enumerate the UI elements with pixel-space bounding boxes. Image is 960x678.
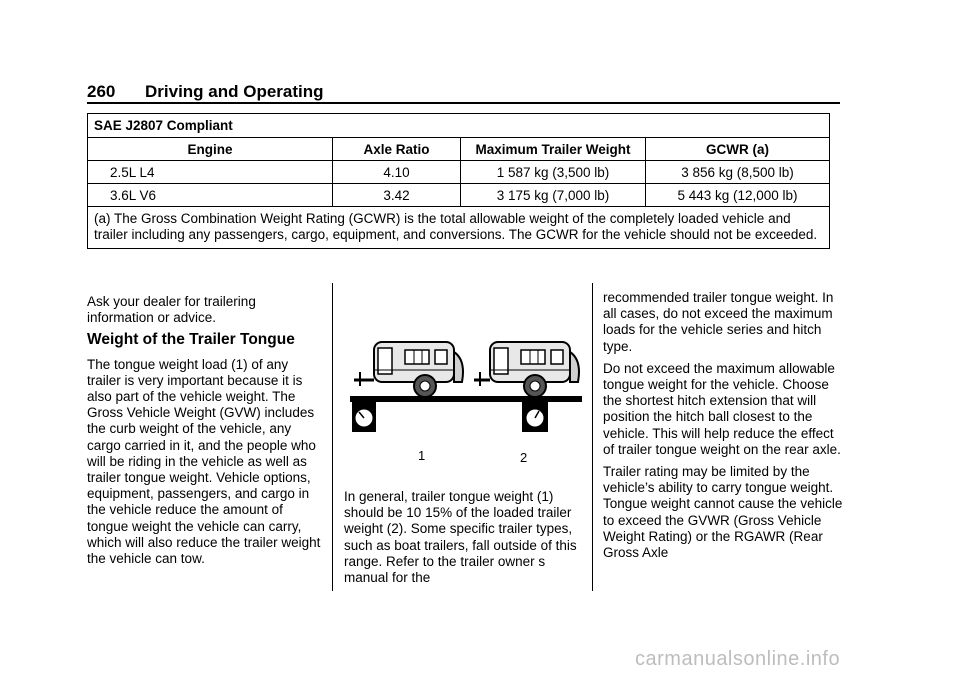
column-divider-left [332,283,333,591]
cell-engine: 3.6L V6 [88,184,333,207]
trailer-tongue-weight-figure [340,330,585,470]
cell-max-trailer-weight: 3 175 kg (7,000 lb) [461,184,646,207]
figure-label-1: 1 [418,448,426,463]
table-row [88,161,830,184]
cell-axle-ratio: 4.10 [333,161,461,184]
column-left [87,294,322,573]
trailer-illustration [340,330,585,470]
intro-paragraph: Ask your dealer for trailering information or advice. [87,294,256,326]
table-row [88,184,830,207]
cell-axle-ratio: 3.42 [333,184,461,207]
trailer-1-drawing [350,342,470,432]
watermark: carmanualsonline.info [635,648,841,670]
max-tongue-weight-paragraph: Do not exceed the maximum allowable tongue weight for the vehicle. Choose the shortest hitch extension that will position the hitch ball closest to the vehicle. This will help reduce the effect of trailer tongue weight on the rear axle. [603,360,841,457]
cell-engine: 2.5L L4 [88,161,333,184]
tongue-weight-range-paragraph: In general, trailer tongue weight (1) should be 10 15% of the loaded trailer weight (2). Some specific trailer types, such as boat trailers, fall outside of this range. Refer to the trailer owner s manual for the [344,489,577,586]
tongue-weight-paragraph: The tongue weight load (1) of any trailer is very important because it is also part of the vehicle weight. The Gross Vehicle Weight (GVW) includes the curb weight of the vehicle, any cargo carried in it, and the people who will be riding in the vehicle as well as trailer tongue weight. Vehicle options, equipment, passengers, and cargo in the vehicle reduce the amount of tongue weight the vehicle can carry, which will also reduce the trailer weight the vehicle can tow. [87,356,321,567]
page-header [87,82,840,104]
column-header-max-trailer-weight: Maximum Trailer Weight [461,138,646,161]
table-caption: SAE J2807 Compliant [88,114,830,138]
column-divider-right [592,283,593,591]
section-heading: Weight of the Trailer Tongue [87,331,295,349]
page-number: 260 [87,82,116,101]
table-footnote: (a) The Gross Combination Weight Rating (GCWR) is the total allowable weight of the completely loaded vehicle and trailer including any passengers, cargo, equipment, and conversions. The GCWR for the vehicle should not be exceeded. [88,207,830,249]
trailer-2-drawing [468,342,582,432]
column-header-axle-ratio: Axle Ratio [333,138,461,161]
column-header-engine: Engine [88,138,333,161]
recommended-weight-paragraph: recommended trailer tongue weight. In all cases, do not exceed the maximum loads for the vehicle series and hitch type. [603,290,834,354]
page-title: Driving and Operating [145,82,324,101]
trailer-spec-table [87,113,830,249]
cell-gcwr: 3 856 kg (8,500 lb) [646,161,830,184]
column-header-gcwr: GCWR (a) [646,138,830,161]
trailer-rating-paragraph: Trailer rating may be limited by the vehicle’s ability to carry tongue weight. Tongue weight cannot cause the vehicle to exceed the GVWR (Gross Vehicle Weight Rating) or the RGAWR (Rear Gross Axle [603,464,843,561]
figure-label-2: 2 [520,450,528,465]
table-header-row [88,138,830,161]
cell-max-trailer-weight: 1 587 kg (3,500 lb) [461,161,646,184]
column-middle [344,489,580,592]
column-right [603,290,843,567]
cell-gcwr: 5 443 kg (12,000 lb) [646,184,830,207]
